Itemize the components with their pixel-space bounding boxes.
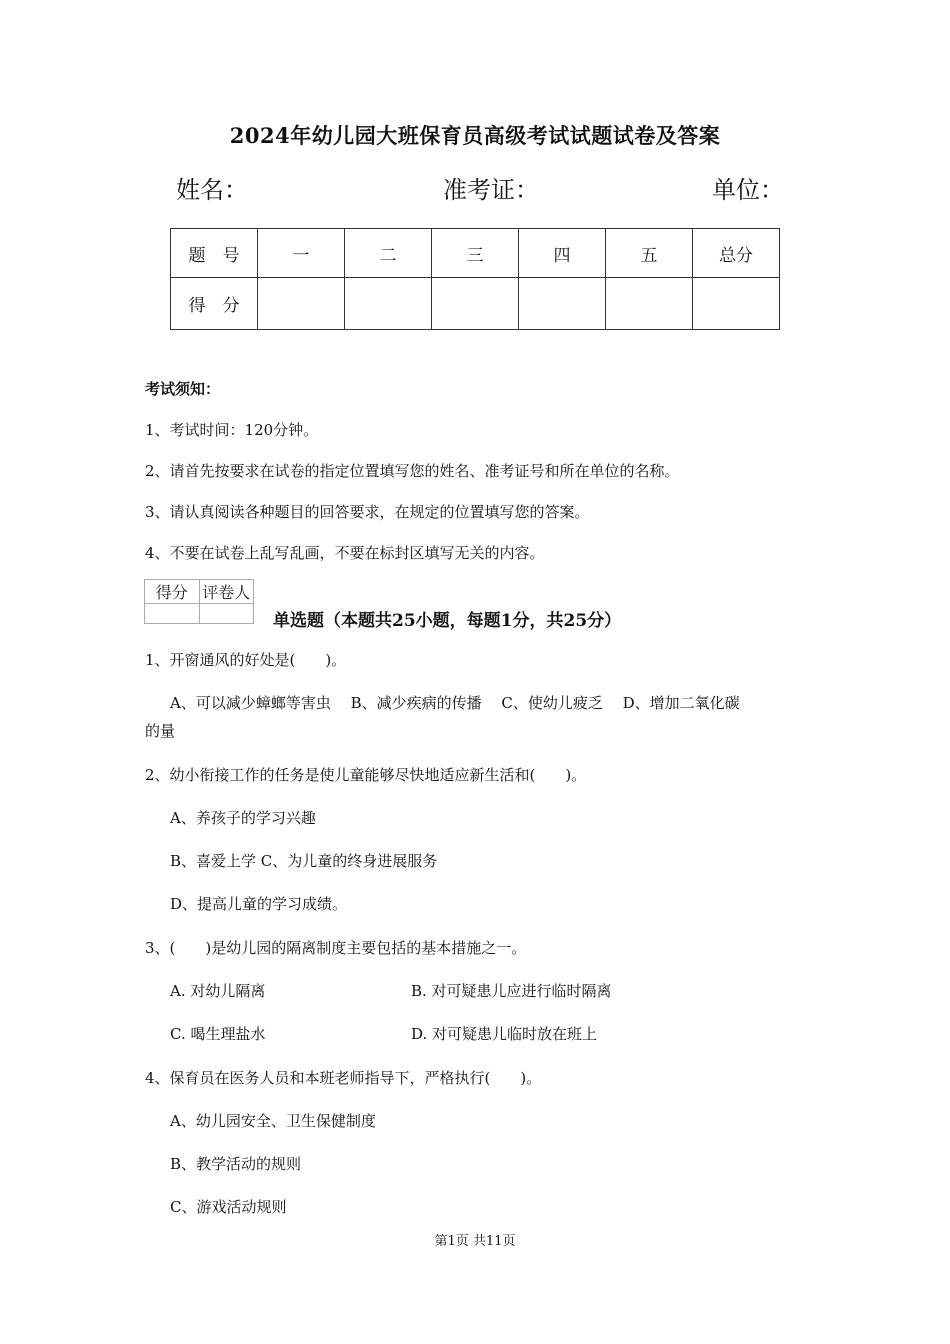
score-table-header-cell: 三 [432,229,519,278]
name-field-label: 姓名： [176,176,248,204]
grader-name-cell[interactable] [199,604,254,624]
score-cell[interactable] [606,278,693,330]
score-cell[interactable] [258,278,345,330]
score-cell[interactable] [519,278,606,330]
question-options: A、可以减少蟑螂等害虫 B、减少疾病的传播 C、使幼儿疲乏 D、增加二氧化碳 [170,694,740,712]
document-title: 2024年幼儿园大班保育员高级考试试题试卷及答案 [229,123,721,148]
notice-item: 1、考试时间：120分钟。 [145,421,319,439]
notice-item: 2、请首先按要求在试卷的指定位置填写您的姓名、准考证号和所在单位的名称。 [145,462,680,480]
grader-box [144,579,254,624]
question-stem: 3、( )是幼儿园的隔离制度主要包括的基本措施之一。 [145,939,527,957]
option-a: A、幼儿园安全、卫生保健制度 [170,1112,376,1130]
option-b: B. 对可疑患儿应进行临时隔离 [411,982,612,1000]
score-table-header-cell: 一 [258,229,345,278]
score-table-header-cell: 题 号 [171,229,258,278]
grader-name-label: 评卷人 [199,580,254,604]
question-stem: 1、开窗通风的好处是( )。 [145,651,347,669]
score-table-header-cell: 四 [519,229,606,278]
score-table-header-cell: 总分 [693,229,780,278]
option-d: D. 对可疑患儿临时放在班上 [411,1025,598,1043]
question-stem: 4、保育员在医务人员和本班老师指导下，严格执行( )。 [145,1069,542,1087]
option-c: C. 喝生理盐水 [170,1025,266,1043]
score-table-header-cell: 二 [345,229,432,278]
option-c: C、游戏活动规则 [170,1198,287,1216]
grader-score-cell[interactable] [145,604,200,624]
option-a: A. 对幼儿隔离 [170,982,266,1000]
score-row-label: 得 分 [171,278,258,330]
score-table-header-cell: 五 [606,229,693,278]
score-cell[interactable] [693,278,780,330]
page-footer: 第1页 共11页 [434,1234,516,1249]
exam-number-field-label: 准考证： [443,176,539,204]
question-options-continued: 的量 [145,722,176,740]
score-cell[interactable] [432,278,519,330]
question-stem: 2、幼小衔接工作的任务是使儿童能够尽快地适应新生活和( )。 [145,766,587,784]
score-table-score-row [171,278,780,330]
score-cell[interactable] [345,278,432,330]
score-table [170,228,780,330]
option-b: B、教学活动的规则 [170,1155,302,1173]
unit-field-label: 单位： [712,176,784,204]
notice-item: 3、请认真阅读各种题目的回答要求，在规定的位置填写您的答案。 [145,503,590,521]
option-b-c: B、喜爱上学 C、为儿童的终身进展服务 [170,852,438,870]
section-title: 单选题（本题共25小题，每题1分，共25分） [273,611,622,631]
notice-item: 4、不要在试卷上乱写乱画，不要在标封区填写无关的内容。 [145,544,545,562]
notice-heading: 考试须知： [145,380,221,398]
grader-score-label: 得分 [145,580,200,604]
score-table-header-row [171,229,780,278]
option-a: A、养孩子的学习兴趣 [170,809,316,827]
option-d: D、提高儿童的学习成绩。 [170,895,348,913]
